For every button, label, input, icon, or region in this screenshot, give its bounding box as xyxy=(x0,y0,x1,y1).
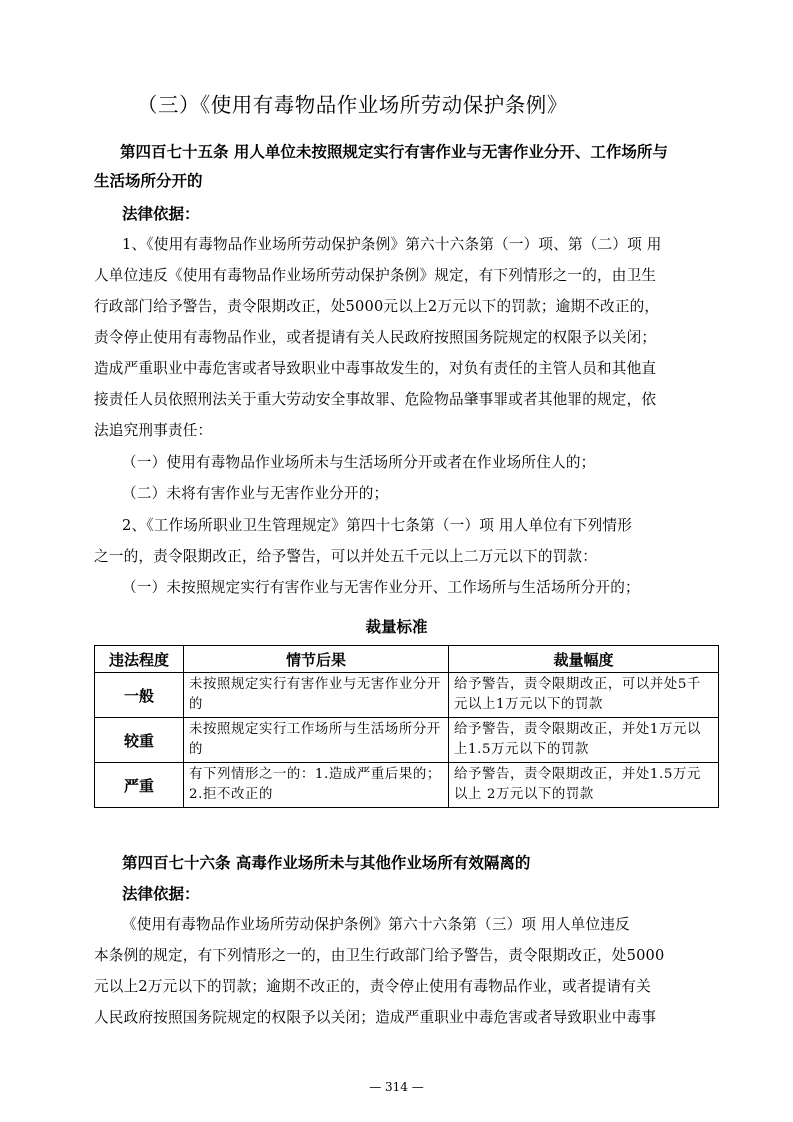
penalty-cell: 给予警告，责令限期改正，并处1.5万元以上 2万元以下的罚款 xyxy=(449,763,719,808)
body-line: 责令停止使用有毒物品作业，或者提请有关人民政府按照国务院规定的权限予以关闭； xyxy=(94,329,657,346)
violation-level: 严重 xyxy=(95,763,184,808)
body-line: 人单位违反《使用有毒物品作业场所劳动保护条例》规定，有下列情形之一的，由卫生 xyxy=(94,267,657,284)
body-line: 2、《工作场所职业卫生管理规定》第四十七条第（一）项 用人单位有下列情形 xyxy=(122,517,633,534)
body-line: 之一的，责令限期改正，给予警告，可以并处五千元以上二万元以下的罚款： xyxy=(94,548,597,565)
body-line: （一）使用有毒物品作业场所未与生活场所分开或者在作业场所住人的； xyxy=(122,454,596,471)
legal-basis-label: 法律依据： xyxy=(122,205,200,223)
circumstance-cell: 有下列情形之一的：1.造成严重后果的；2.拒不改正的 xyxy=(184,763,449,808)
body-line: 法追究刑事责任： xyxy=(94,422,213,439)
body-line: 元以上2万元以下的罚款；逾期不改正的，责令停止使用有毒物品作业，或者提请有关 xyxy=(94,978,651,995)
column-header-level: 违法程度 xyxy=(95,646,184,673)
body-line: 造成严重职业中毒危害或者导致职业中毒事故发生的，对负有责任的主管人员和其他直 xyxy=(94,360,657,377)
circumstance-cell: 未按照规定实行工作场所与生活场所分开的 xyxy=(184,718,449,763)
table-caption: 裁量标准 xyxy=(365,618,428,636)
page-number: — 314 — xyxy=(369,1080,424,1094)
penalty-cell: 给予警告，责令限期改正，可以并处5千元以上1万元以下的罚款 xyxy=(449,673,719,718)
body-line: （二）未将有害作业与无害作业分开的； xyxy=(122,485,389,502)
table-row xyxy=(95,718,719,763)
section-title: （三）《使用有毒物品作业场所劳动保护条例》 xyxy=(137,93,568,117)
table-row xyxy=(95,673,719,718)
body-line: 接责任人员依照刑法关于重大劳动安全事故罪、危险物品肇事罪或者其他罪的规定，依 xyxy=(94,391,657,408)
body-line: （一）未按照规定实行有害作业与无害作业分开、工作场所与生活场所分开的； xyxy=(122,579,640,596)
violation-level: 一般 xyxy=(95,673,184,718)
article-476-title: 第四百七十六条 高毒作业场所未与其他作业场所有效隔离的 xyxy=(122,854,531,872)
discretion-standard-table xyxy=(94,645,719,808)
body-line: 《使用有毒物品作业场所劳动保护条例》第六十六条第（三）项 用人单位违反 xyxy=(122,916,630,933)
article-475-title-line-1: 第四百七十五条 用人单位未按照规定实行有害作业与无害作业分开、工作场所与 xyxy=(120,143,668,161)
body-line: 1、《使用有毒物品作业场所劳动保护条例》第六十六条第（一）项、第（二）项 用 xyxy=(122,236,662,253)
article-475-title-line-2: 生活场所分开的 xyxy=(94,172,203,190)
circumstance-cell: 未按照规定实行有害作业与无害作业分开的 xyxy=(184,673,449,718)
table-row xyxy=(95,763,719,808)
body-line: 本条例的规定，有下列情形之一的，由卫生行政部门给予警告，责令限期改正，处5000 xyxy=(94,947,665,964)
penalty-cell: 给予警告，责令限期改正，并处1万元以上1.5万元以下的罚款 xyxy=(449,718,719,763)
column-header-facts: 情节后果 xyxy=(184,646,449,673)
body-line: 行政部门给予警告，责令限期改正，处5000元以上2万元以下的罚款；逾期不改正的， xyxy=(94,298,660,315)
table-header-row xyxy=(95,646,719,673)
legal-basis-label: 法律依据： xyxy=(122,885,200,903)
violation-level: 较重 xyxy=(95,718,184,763)
body-line: 人民政府按照国务院规定的权限予以关闭；造成严重职业中毒危害或者导致职业中毒事 xyxy=(94,1009,657,1026)
column-header-penalty: 裁量幅度 xyxy=(449,646,719,673)
